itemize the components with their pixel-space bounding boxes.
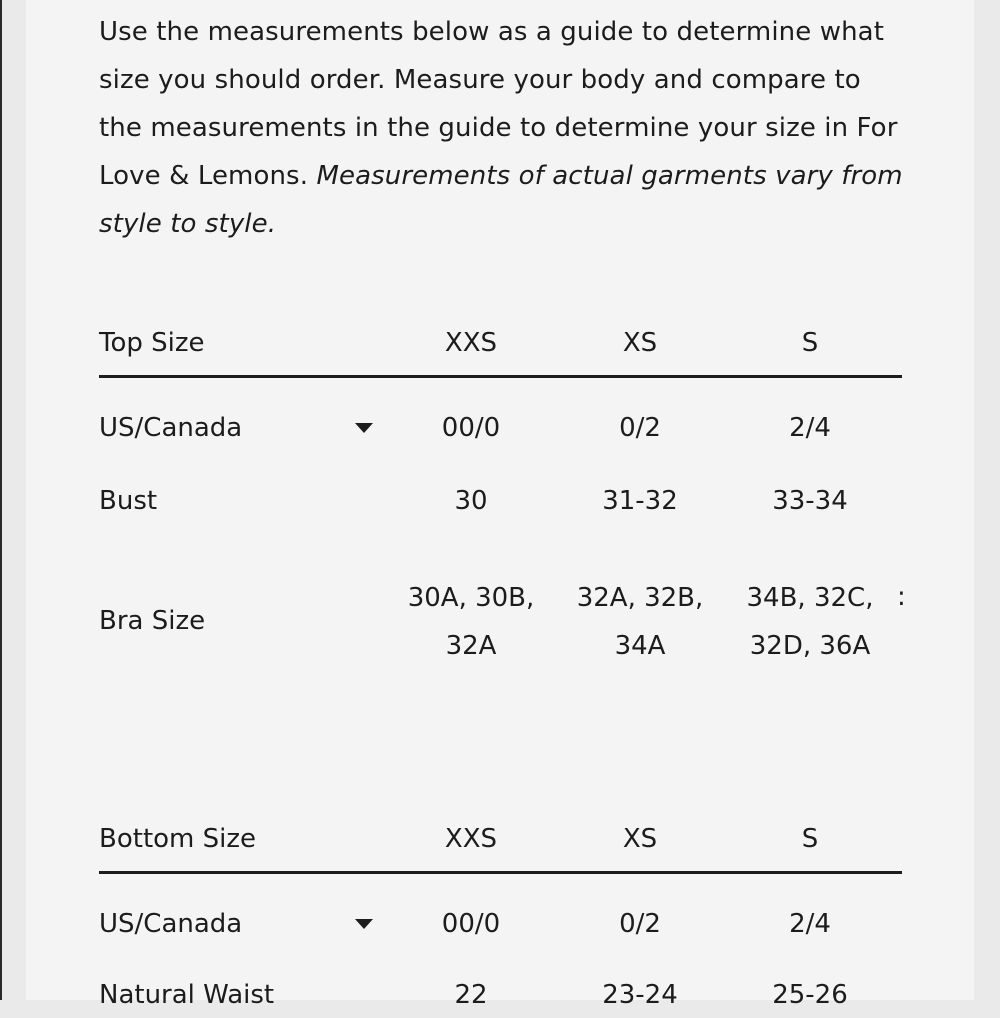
region-select-label[interactable]: US/Canada <box>99 413 243 443</box>
table-cell: 00/0 <box>441 909 501 939</box>
region-select-label[interactable]: US/Canada <box>99 909 243 939</box>
table-row <box>99 574 906 674</box>
table-cell: 23-24 <box>602 980 678 1010</box>
bottom-size-header: Bottom Size <box>99 824 257 854</box>
cell-line: 34B, 32C, <box>746 583 874 613</box>
caret-down-icon[interactable] <box>355 919 373 929</box>
size-header-s: S <box>801 328 819 358</box>
header-divider <box>99 375 902 378</box>
table-cell <box>725 574 895 670</box>
row-label-natural-waist: Natural Waist <box>99 980 275 1010</box>
table-cell <box>555 574 725 670</box>
size-header-xs: XS <box>622 824 658 854</box>
table-cell: 33-34 <box>772 486 848 516</box>
size-header-s: S <box>801 824 819 854</box>
table-row <box>99 901 902 947</box>
intro-emphasis: Measurements of actual garments vary from style to style. <box>99 161 903 239</box>
cell-line: 32A, 32B, <box>576 583 704 613</box>
bottom-size-table <box>99 796 902 1010</box>
intro-text: Use the measurements below as a guide to determine what size you should order. Measure your body and compare to the measurements in the guide to determine your size in For Love & Lemons. <box>99 17 898 191</box>
table-cell: 2/4 <box>789 909 831 939</box>
header-divider <box>99 871 902 874</box>
cell-line: 34A <box>614 631 666 661</box>
table-cell: 22 <box>454 980 488 1010</box>
table-row <box>99 972 902 1018</box>
size-header-xxs: XXS <box>444 328 498 358</box>
row-label-bra-size: Bra Size <box>99 606 206 636</box>
table-cell: 30 <box>454 486 488 516</box>
table-header-row <box>99 320 902 366</box>
cell-line: 30A, 30B, <box>407 583 535 613</box>
table-cell: 31-32 <box>602 486 678 516</box>
row-label-bust: Bust <box>99 486 158 516</box>
table-cell: 25-26 <box>772 980 848 1010</box>
top-size-header: Top Size <box>99 328 205 358</box>
table-header-row <box>99 816 902 862</box>
cell-line: 32D, 36A <box>749 631 871 661</box>
size-header-xs: XS <box>622 328 658 358</box>
table-cell: 00/0 <box>441 413 501 443</box>
overflow-column-fragment: : <box>897 582 906 612</box>
size-header-xxs: XXS <box>444 824 498 854</box>
table-row <box>99 405 902 451</box>
table-cell <box>386 574 556 670</box>
top-size-table <box>99 300 906 700</box>
window-edge <box>0 0 2 1000</box>
cell-line: 32A <box>445 631 497 661</box>
caret-down-icon[interactable] <box>355 423 373 433</box>
size-guide-intro <box>99 8 909 248</box>
table-cell: 2/4 <box>789 413 831 443</box>
table-row <box>99 478 902 524</box>
table-cell: 0/2 <box>619 909 661 939</box>
table-cell: 0/2 <box>619 413 661 443</box>
